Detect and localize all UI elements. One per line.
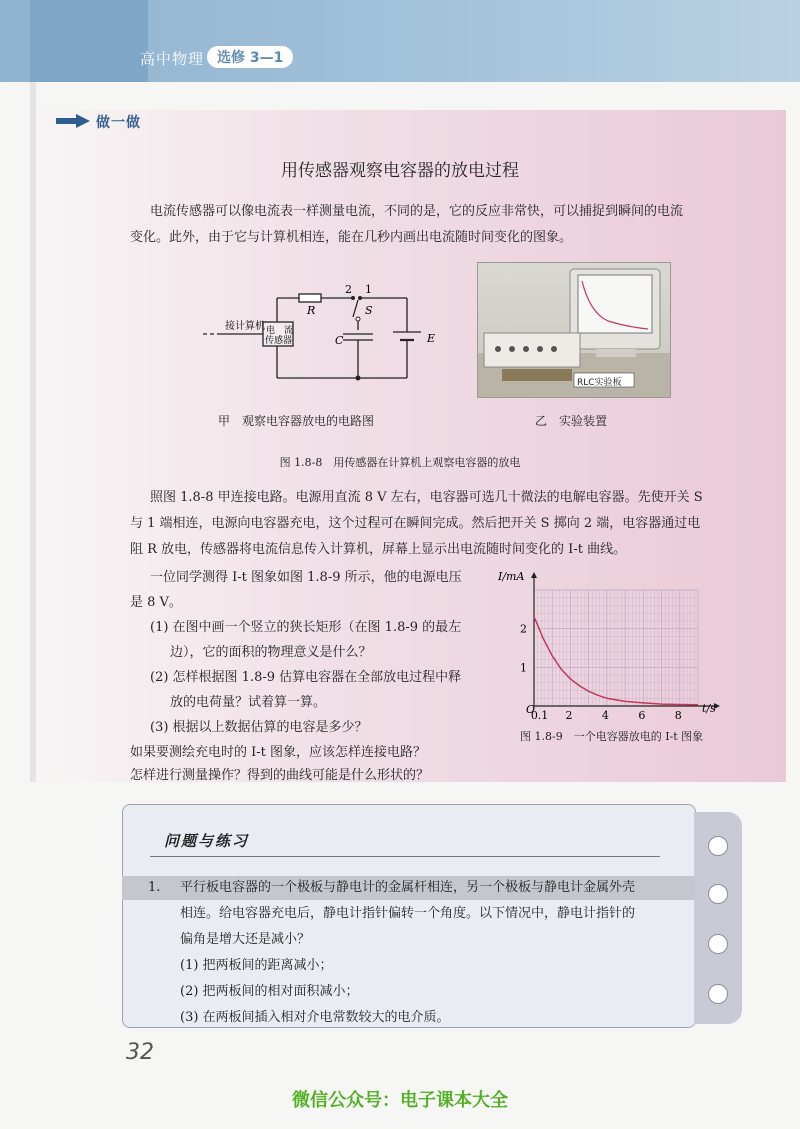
x-tick-label: 6 <box>638 709 646 722</box>
sensor-label-2: 传感器 <box>265 336 293 346</box>
exercise-line-3: 偏角是增大还是减小？ <box>180 932 311 947</box>
x-tick-label: 0.1 <box>530 709 549 722</box>
y-tick-label: 2 <box>520 622 527 636</box>
exercise-line-2: 相连。给电容器充电后，静电计指针偏转一个角度。以下情况中，静电计指针的 <box>180 906 636 921</box>
para2-line-1: 照图 1.8-8 甲连接电路。电源用直流 8 V 左右，电容器可选几十微法的电解电容器。先使开关 S <box>150 490 703 505</box>
x-tick-label: 4 <box>601 709 609 722</box>
x-axis-label: t/s <box>702 702 716 715</box>
discharge-chart <box>490 568 730 748</box>
intro-line-1: 电流传感器可以像电流表一样测量电流，不同的是，它的反应非常快，可以捕捉到瞬间的电流 <box>150 204 684 219</box>
binder-hole <box>708 884 728 904</box>
chart-ticks <box>520 623 682 722</box>
pos2-label: 2 <box>345 283 352 296</box>
x-tick-label: 8 <box>674 709 682 722</box>
book-title: 高中物理 <box>140 50 205 68</box>
rlc-board-label: RLC实验板 <box>577 378 622 388</box>
chart-axes <box>531 572 720 709</box>
y-tick-label: 1 <box>520 661 527 675</box>
apparatus-illustration <box>478 263 670 397</box>
c-label: C <box>335 334 344 347</box>
para2-line-3: 阻 R 放电，传感器将电流信息传入计算机，屏幕上显示出电流随时间变化的 I-t 曲线。 <box>130 542 627 557</box>
figure-caption: 图 1.8-8 用传感器在计算机上观察电容器的放电 <box>279 456 521 469</box>
exercise-line-6: (3) 在两板间插入相对介电常数较大的电介质。 <box>180 1010 450 1025</box>
y-axis-label: I/mA <box>498 570 525 583</box>
activity-label <box>96 112 141 132</box>
exercise-rule <box>150 856 660 857</box>
watermark: 微信公众号：电子课本大全 <box>292 1090 508 1111</box>
volume-badge: 选修 3—1 <box>207 46 293 68</box>
question-2-line-1: (2) 怎样根据图 1.8-9 估算电容器在全部放电过程中释 <box>150 670 462 685</box>
circuit-diagram <box>195 282 445 392</box>
apparatus-photo <box>477 262 671 398</box>
activity-title: 用传感器观察电容器的放电过程 <box>281 161 519 181</box>
x-tick-label: 2 <box>565 709 573 722</box>
to-computer-label: 接计算机 <box>225 321 265 332</box>
para3-line-2: 是 8 V。 <box>130 595 182 610</box>
binder-hole <box>708 934 728 954</box>
chart-caption: 图 1.8-9 一个电容器放电的 I-t 图象 <box>520 730 704 743</box>
exercise-heading: 问题与练习 <box>164 832 250 850</box>
pos1-label: 1 <box>365 283 372 296</box>
question-2-line-2: 放的电荷量？试着算一算。 <box>170 695 327 710</box>
header-accent <box>30 0 148 82</box>
question-3: (3) 根据以上数据估算的电容是多少？ <box>150 720 368 735</box>
activity-label-text: 做一做 <box>96 115 141 131</box>
exercise-number: 1. <box>148 880 161 895</box>
chart-grid <box>534 590 698 706</box>
y-axis-arrow <box>531 572 537 578</box>
exercise-line-5: (2) 把两板间的相对面积减小； <box>180 984 359 999</box>
caption-b: 乙 实验装置 <box>535 414 608 428</box>
exercise-line-1: 平行板电容器的一个极板与静电计的金属杆相连，另一个极板与静电计金属外壳 <box>180 880 636 895</box>
para2-line-2: 与 1 端相连，电源向电容器充电，这个过程可在瞬间完成。然后把开关 S 掷向 2 端，电容器通过电 <box>130 516 701 531</box>
arrow-icon <box>56 114 90 128</box>
page-number: 32 <box>126 1040 154 1065</box>
intro-line-2: 变化。此外，由于它与计算机相连，能在几秒内画出电流随时间变化的图象。 <box>130 230 573 245</box>
para3-line-1: 一位同学测得 I-t 图象如图 1.8-9 所示，他的电源电压 <box>150 570 462 585</box>
question-1-line-1: (1) 在图中画一个竖立的狭长矩形（在图 1.8-9 的最左 <box>150 620 462 635</box>
e-label: E <box>427 332 436 345</box>
discharge-curve <box>534 617 698 705</box>
caption-a: 甲 观察电容器放电的电路图 <box>218 414 375 428</box>
binder-hole <box>708 984 728 1004</box>
binder-hole <box>708 836 728 856</box>
r-label: R <box>307 304 316 317</box>
s-label: S <box>365 304 373 317</box>
question-1-line-2: 边），它的面积的物理意义是什么？ <box>170 645 372 660</box>
origin-label: O <box>526 703 536 716</box>
sensor-label-1: 电 流 <box>266 326 294 336</box>
page-header <box>0 0 800 82</box>
exercise-line-4: (1) 把两板间的距离减小； <box>180 958 333 973</box>
para4-line-1: 如果要测绘充电时的 I-t 图象，应该怎样连接电路？ <box>130 745 427 760</box>
para4-line-2: 怎样进行测量操作？得到的曲线可能是什么形状的？ <box>130 768 430 783</box>
